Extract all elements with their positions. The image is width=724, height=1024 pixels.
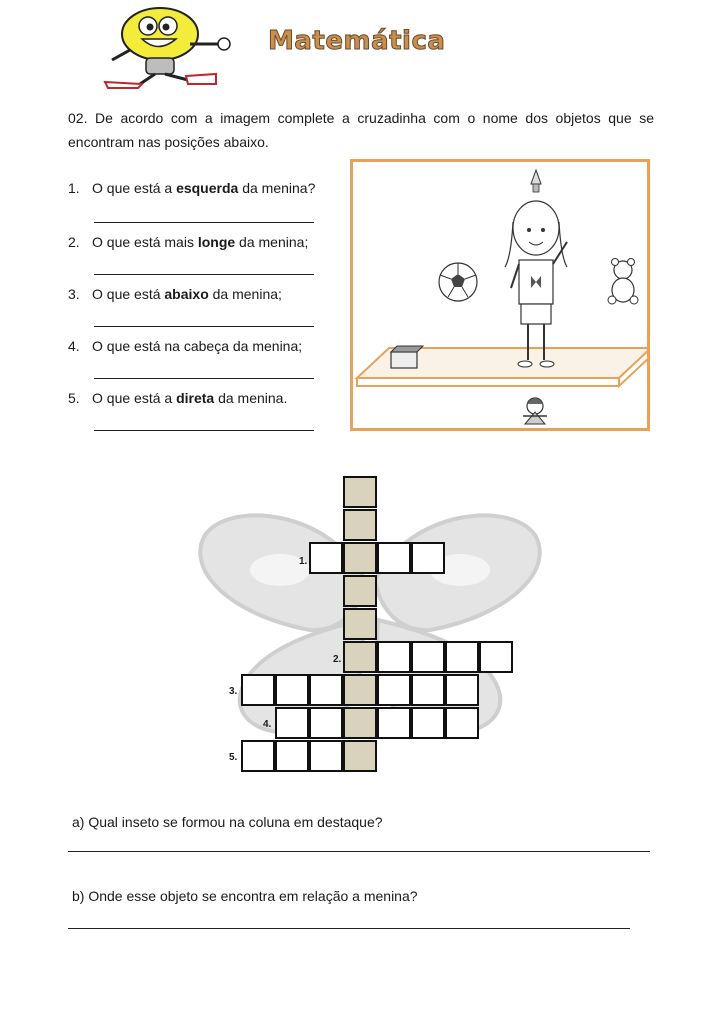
crossword-cell[interactable] [309, 542, 343, 574]
doll-icon [523, 398, 547, 424]
crossword-cell-highlight[interactable] [343, 608, 377, 640]
page-title: Matemática [268, 26, 446, 56]
answer-line-5[interactable] [94, 430, 314, 431]
crossword-cell[interactable] [309, 707, 343, 739]
crossword-cell-highlight[interactable] [343, 575, 377, 607]
crossword-cell[interactable] [241, 740, 275, 772]
ball-icon [439, 263, 477, 301]
crossword-cell[interactable] [377, 542, 411, 574]
question-5: 5. O que está a direta da menina. [68, 390, 288, 406]
crossword-cell[interactable] [309, 674, 343, 706]
answer-line-1[interactable] [94, 222, 314, 223]
answer-line-3[interactable] [94, 326, 314, 327]
crossword-cell[interactable] [411, 641, 445, 673]
scene-drawing [353, 162, 647, 428]
answer-line-4[interactable] [94, 378, 314, 379]
lightbulb-mascot-icon [100, 4, 245, 90]
crossword-cell[interactable] [411, 707, 445, 739]
crossword-cell-highlight[interactable] [343, 674, 377, 706]
crossword-cell-highlight[interactable] [343, 740, 377, 772]
crossword-cell[interactable] [445, 641, 479, 673]
crossword-cell[interactable] [445, 707, 479, 739]
answer-line-a[interactable] [68, 851, 650, 852]
clue-label-2: 2. [333, 654, 342, 665]
shelf-front [357, 378, 619, 386]
crossword-cell[interactable] [377, 674, 411, 706]
clue-label-5: 5. [229, 752, 238, 763]
question-4: 4. O que está na cabeça da menina; [68, 338, 303, 354]
crossword-cell[interactable] [411, 542, 445, 574]
question-3: 3. O que está abaixo da menina; [68, 286, 282, 302]
crossword-cell-highlight[interactable] [343, 476, 377, 508]
answer-line-b[interactable] [68, 928, 630, 929]
followup-question-a: a) Qual inseto se formou na coluna em destaque? [72, 814, 383, 830]
crossword-cell[interactable] [241, 674, 275, 706]
answer-line-2[interactable] [94, 274, 314, 275]
crossword-cell[interactable] [479, 641, 513, 673]
crossword-cell[interactable] [309, 740, 343, 772]
teddy-bear-icon [608, 259, 638, 305]
question-1: 1. O que está a esquerda da menina? [68, 180, 316, 196]
crossword-cell[interactable] [275, 740, 309, 772]
crossword-cell[interactable] [275, 707, 309, 739]
crossword-cell[interactable] [377, 641, 411, 673]
crossword-cell-highlight[interactable] [343, 641, 377, 673]
exercise-intro: 02. De acordo com a imagem complete a cruzadinha com o nome dos objetos que se encontram nas posições abaixo. [68, 110, 654, 150]
crossword-cell[interactable] [411, 674, 445, 706]
scene-illustration [350, 159, 650, 431]
followup-question-b: b) Onde esse objeto se encontra em relação a menina? [72, 888, 418, 904]
crossword-cell[interactable] [445, 674, 479, 706]
crossword-cell-highlight[interactable] [343, 509, 377, 541]
clue-label-3: 3. [229, 686, 238, 697]
crossword-grid [229, 476, 521, 776]
crossword-cell-highlight[interactable] [343, 707, 377, 739]
clue-label-1: 1. [299, 556, 308, 567]
crossword-cell[interactable] [275, 674, 309, 706]
girl-figure [505, 170, 567, 367]
crossword-cell[interactable] [377, 707, 411, 739]
question-2: 2. O que está mais longe da menina; [68, 234, 309, 250]
clue-label-4: 4. [263, 719, 272, 730]
crossword-cell-highlight[interactable] [343, 542, 377, 574]
